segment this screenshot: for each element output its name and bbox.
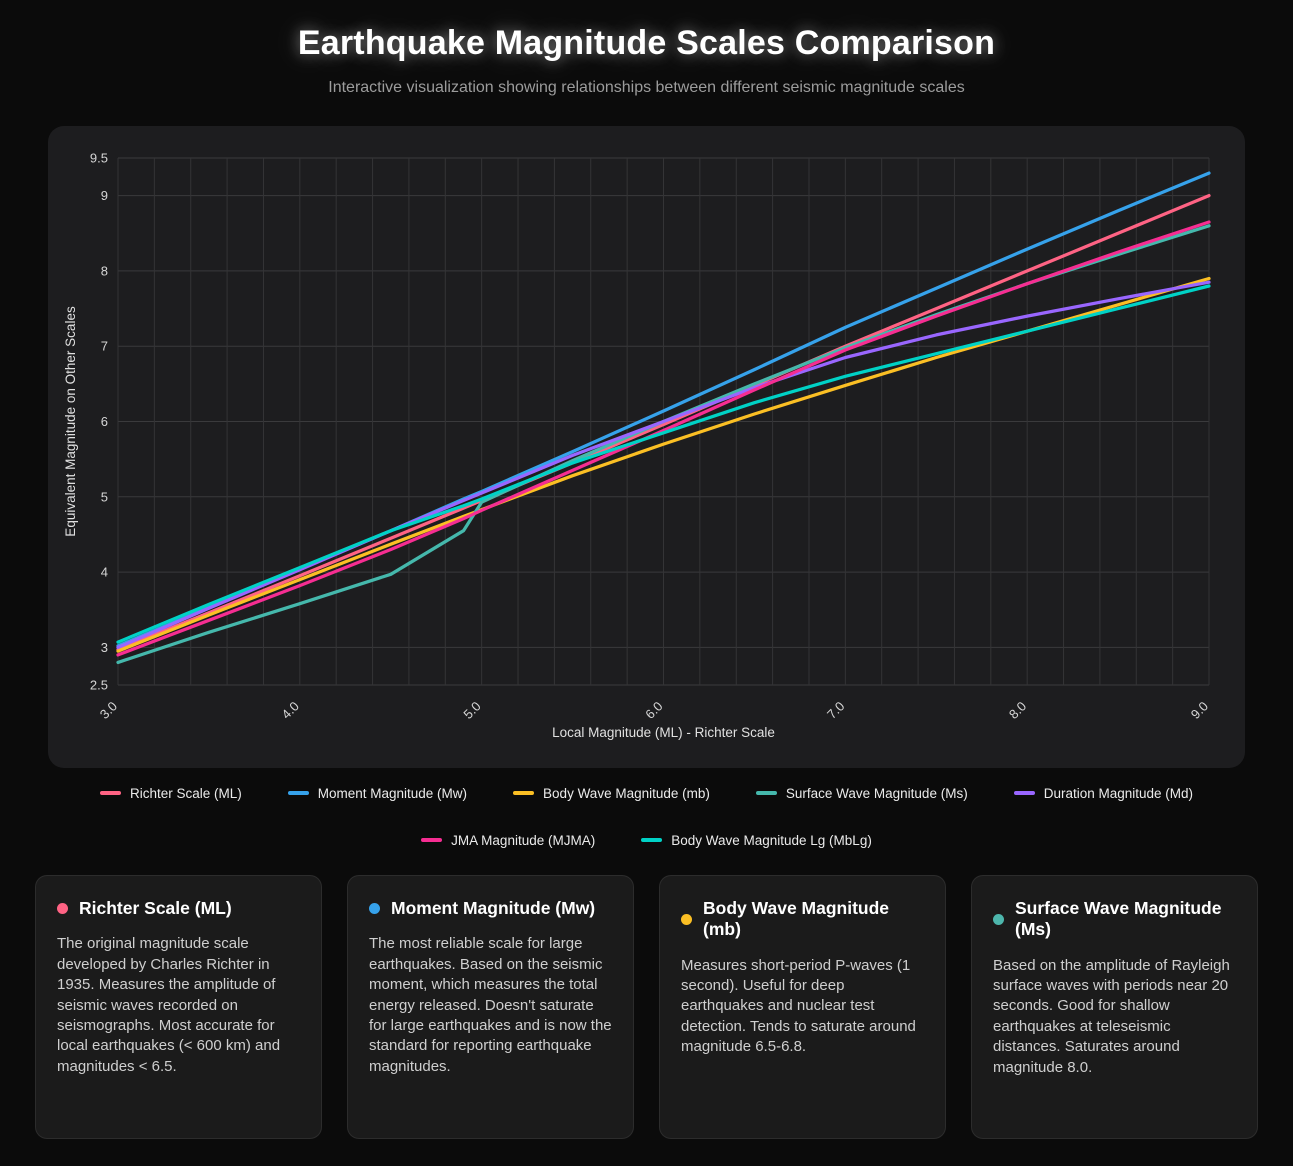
legend-item[interactable] [288,786,467,801]
scale-color-dot-icon [57,903,68,914]
card-body-text: The most reliable scale for large earthquakes. Based on the seismic moment, which measures the total energy released. Doesn't saturate for large earthquakes and is now the standard for reporting earthquake magnitudes. [369,935,612,1075]
legend-row [0,829,1293,851]
legend-label: Duration Magnitude (Md) [1043,785,1194,801]
card-body-text: Based on the amplitude of Rayleigh surface waves with periods near 20 seconds. Good for shallow earthquakes at teleseismic distances. Saturates around magnitude 8.0. [993,956,1230,1076]
legend-item[interactable] [641,833,872,848]
scale-color-dot-icon [369,903,380,914]
legend-swatch-icon [641,838,662,842]
y-tick-label: 6 [100,414,108,429]
scale-color-dot-icon [993,914,1004,925]
y-tick-label: 2.5 [89,677,108,693]
legend-label: Body Wave Magnitude Lg (MbLg) [671,832,872,848]
chart-panel [48,126,1245,768]
card-body-text: The original magnitude scale developed by Charles Richter in 1935. Measures the amplitude of seismic waves recorded on seismographs. Most accurate for local earthquakes (< 600 km) and magnitudes < 6.5. [57,935,281,1075]
legend-item[interactable] [756,786,968,801]
x-tick-label: 5.0 [460,698,484,722]
card-title-row [57,898,300,919]
legend-label: JMA Magnitude (MJMA) [451,832,596,848]
card-title: Richter Scale (ML) [79,898,232,918]
x-tick-label: 8.0 [1005,698,1030,722]
scale-info-card [659,875,946,1139]
card-title-row [369,898,612,919]
legend-swatch-icon [100,791,121,795]
x-tick-label: 6.0 [642,698,666,722]
legend-swatch-icon [288,791,309,795]
x-tick-label: 9.0 [1187,698,1212,722]
card-title-row [993,898,1236,941]
legend-item[interactable] [1014,786,1193,801]
y-tick-label: 7 [100,338,108,354]
scale-info-card [971,875,1258,1139]
legend-swatch-icon [756,791,777,795]
legend-item[interactable] [421,833,595,848]
scale-color-dot-icon [681,914,692,925]
y-axis-title: Equivalent Magnitude on Other Scales [63,306,78,537]
page-subtitle: Interactive visualization showing relationships between different seismic magnitude scales [328,79,965,96]
legend-swatch-icon [513,791,534,795]
card-body-text: Measures short-period P-waves (1 second). Useful for deep earthquakes and nuclear test detection. Tends to saturate around magnitude 6.5-6.8. [681,956,916,1056]
x-axis-title: Local Magnitude (ML) - Richter Scale [552,725,775,740]
y-tick-label: 9.5 [89,150,108,166]
y-tick-label: 3 [100,639,108,655]
y-tick-label: 5 [100,489,108,505]
card-title-row [681,898,924,941]
legend-label: Moment Magnitude (Mw) [317,785,468,801]
card-title: Moment Magnitude (Mw) [391,898,596,918]
legend-item[interactable] [100,786,242,801]
scale-info-card [347,875,634,1139]
scale-info-card [35,875,322,1139]
legend-label: Body Wave Magnitude (mb) [543,785,710,801]
y-tick-label: 9 [100,188,108,204]
legend-swatch-icon [1014,791,1035,795]
y-tick-label: 8 [100,263,108,279]
x-tick-label: 7.0 [824,698,848,722]
magnitude-comparison-chart[interactable] [48,126,1245,768]
legend-item[interactable] [513,786,710,801]
x-tick-label: 3.0 [96,698,121,722]
legend-label: Richter Scale (ML) [129,785,242,801]
legend-row [0,782,1293,804]
chart-legend [0,782,1293,851]
card-title: Surface Wave Magnitude (Ms) [1015,898,1222,940]
legend-label: Surface Wave Magnitude (Ms) [785,785,968,801]
scale-info-cards [35,875,1258,1139]
page-title: Earthquake Magnitude Scales Comparison [297,24,996,62]
legend-swatch-icon [421,838,442,842]
x-tick-label: 4.0 [278,698,302,722]
card-title: Body Wave Magnitude (mb) [703,898,890,940]
y-tick-label: 4 [100,564,108,580]
